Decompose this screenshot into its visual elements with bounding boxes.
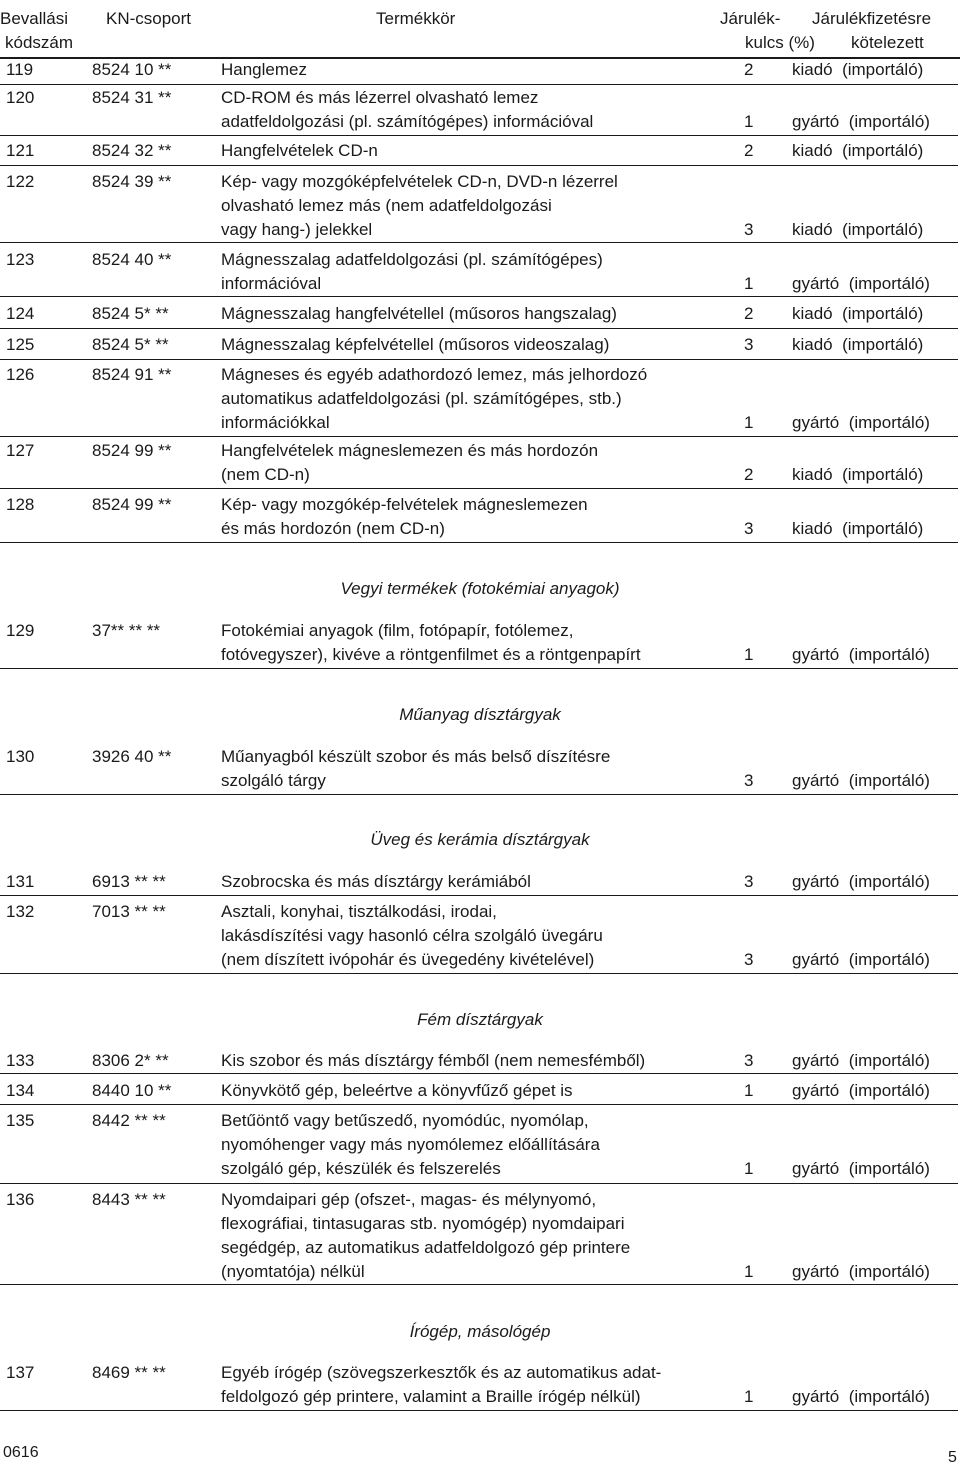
row-rate: 3 — [744, 872, 754, 891]
row-product — [221, 139, 378, 163]
row-product — [221, 1109, 600, 1181]
row-rate: 1 — [744, 112, 754, 131]
table-row — [0, 1361, 958, 1411]
row-code: 130 — [6, 747, 35, 766]
header-rate-line2: kulcs (%) — [745, 33, 815, 52]
row-kn-group: 8524 99 ** — [92, 441, 172, 460]
row-payer: gyártó (importáló) — [792, 1081, 930, 1100]
row-payer: kiadó (importáló) — [792, 465, 924, 484]
row-product-line: Asztali, konyhai, tisztálkodási, irodai, — [221, 902, 497, 921]
row-product-line: feldolgozó gép printere, valamint a Braille írógép nélkül) — [221, 1387, 641, 1406]
section-title: Fém dísztárgyak — [417, 1010, 543, 1029]
page-number: 5 — [948, 1449, 957, 1466]
row-code: 125 — [6, 335, 35, 354]
row-code: 136 — [6, 1190, 35, 1209]
header-kn-group: KN-csoport — [106, 9, 192, 28]
row-rate: 3 — [744, 220, 754, 239]
row-code: 135 — [6, 1111, 35, 1130]
row-kn-group: 7013 ** ** — [92, 902, 166, 921]
row-rate: 3 — [744, 771, 754, 790]
row-rate: 2 — [744, 304, 754, 323]
table-row — [0, 170, 958, 243]
row-code: 134 — [6, 1081, 35, 1100]
row-product-line: Nyomdaipari gép (ofszet-, magas- és mélynyomó, — [221, 1190, 597, 1209]
row-kn-group: 8443 ** ** — [92, 1190, 166, 1209]
row-payer: kiadó (importáló) — [792, 60, 924, 79]
row-product-line: flexográfiai, tintasugaras stb. nyomógép) nyomdaipari — [221, 1214, 625, 1233]
row-payer: kiadó (importáló) — [792, 519, 924, 538]
row-code: 126 — [6, 365, 35, 384]
row-product — [221, 439, 598, 487]
row-rate: 1 — [744, 1081, 754, 1100]
row-product-line: vagy hang-) jelekkel — [221, 220, 373, 239]
row-kn-group: 8524 32 ** — [92, 141, 172, 160]
row-product-line: Betűöntő vagy betűszedő, nyomódúc, nyomólap, — [221, 1111, 589, 1130]
row-rate: 3 — [744, 950, 754, 969]
row-payer: gyártó (importáló) — [792, 645, 930, 664]
row-rate: 1 — [744, 1262, 754, 1281]
row-product-line: Egyéb írógép (szövegszerkesztők és az automatikus adat- — [221, 1363, 662, 1382]
row-kn-group: 8306 2* ** — [92, 1051, 169, 1070]
row-payer: gyártó (importáló) — [792, 1387, 930, 1406]
row-product-line: fotóvegyszer), kivéve a röntgenfilmet és a röntgenpapírt — [221, 645, 641, 664]
row-product-line: Műanyagból készült szobor és más belső díszítésre — [221, 747, 611, 766]
row-product-line: lakásdíszítési vagy hasonló célra szolgáló üvegáru — [221, 926, 603, 945]
row-code: 119 — [6, 60, 34, 79]
table-row — [0, 493, 958, 543]
row-product-line: Mágnesszalag adatfeldolgozási (pl. számítógépes) — [221, 250, 603, 269]
row-kn-group: 8524 99 ** — [92, 495, 172, 514]
table-row — [0, 363, 958, 437]
row-rate: 1 — [744, 645, 754, 664]
row-product-line: Mágnesszalag képfelvétellel (műsoros videoszalag) — [221, 335, 610, 354]
section-title: Írógép, másológép — [409, 1322, 551, 1341]
row-kn-group: 8524 10 ** — [92, 60, 172, 79]
row-product-line: Kis szobor és más dísztárgy fémből (nem nemesfémből) — [221, 1051, 646, 1070]
row-product — [221, 1079, 573, 1103]
table-row — [0, 1079, 958, 1105]
header-payer-line1: Járulékfizetésre — [812, 9, 932, 28]
row-kn-group: 8524 91 ** — [92, 365, 172, 384]
row-code: 137 — [6, 1363, 35, 1382]
row-kn-group: 8524 5* ** — [92, 335, 169, 354]
table-header — [0, 7, 960, 59]
row-payer: kiadó (importáló) — [792, 304, 924, 323]
row-rate: 1 — [744, 413, 754, 432]
row-code: 122 — [6, 172, 35, 191]
table-row — [0, 900, 958, 974]
row-code: 132 — [6, 902, 35, 921]
row-payer: gyártó (importáló) — [792, 413, 930, 432]
row-code: 127 — [6, 441, 35, 460]
row-payer: gyártó (importáló) — [792, 1051, 930, 1070]
row-rate: 1 — [744, 1387, 754, 1406]
row-payer: kiadó (importáló) — [792, 220, 924, 239]
table-row — [0, 870, 958, 896]
row-code: 129 — [6, 621, 35, 640]
table-row — [0, 1188, 958, 1285]
row-kn-group: 8524 40 ** — [92, 250, 172, 269]
row-product-line: Hangfelvételek mágneslemezen és más hordozón — [221, 441, 599, 460]
row-code: 123 — [6, 250, 35, 269]
row-rate: 2 — [744, 60, 754, 79]
row-product — [221, 1188, 630, 1284]
row-product-line: Könyvkötő gép, beleértve a könyvfűző gépet is — [221, 1081, 573, 1100]
row-code: 121 — [6, 141, 35, 160]
row-payer: gyártó (importáló) — [792, 771, 930, 790]
table-row — [0, 1049, 958, 1074]
table-row — [0, 333, 958, 360]
table-row — [0, 1109, 958, 1184]
row-kn-group: 8524 39 ** — [92, 172, 172, 191]
row-product — [221, 1049, 645, 1073]
row-product — [221, 745, 610, 793]
row-product-line: olvasható lemez más (nem adatfeldolgozási — [221, 196, 552, 215]
row-kn-group: 8440 10 ** — [92, 1081, 172, 1100]
row-rate: 1 — [744, 274, 754, 293]
row-product — [221, 248, 603, 296]
table-row — [0, 619, 958, 669]
row-rate: 2 — [744, 465, 754, 484]
row-product-line: szolgáló gép, készülék és felszerelés — [221, 1159, 501, 1178]
header-code-line1: Bevallási — [0, 9, 69, 28]
row-product — [221, 870, 531, 894]
row-kn-group: 8524 5* ** — [92, 304, 169, 323]
row-payer: kiadó (importáló) — [792, 141, 924, 160]
row-payer: gyártó (importáló) — [792, 274, 930, 293]
row-product — [221, 900, 603, 972]
row-payer: gyártó (importáló) — [792, 872, 930, 891]
row-product-line: információval — [221, 274, 322, 293]
row-payer: kiadó (importáló) — [792, 335, 924, 354]
table-row — [0, 248, 958, 297]
row-product-line: Mágneses és egyéb adathordozó lemez, más jelhordozó — [221, 365, 648, 384]
row-payer: gyártó (importáló) — [792, 112, 930, 131]
header-product-range: Termékkör — [376, 9, 456, 28]
row-product-line: Kép- vagy mozgókép-felvételek mágneslemezen — [221, 495, 588, 514]
row-product-line: (nem CD-n) — [221, 465, 310, 484]
row-product-line: Mágnesszalag hangfelvétellel (műsoros hangszalag) — [221, 304, 617, 323]
row-product-line: nyomóhenger vagy más nyomólemez előállítására — [221, 1135, 600, 1154]
row-product-line: információkkal — [221, 413, 330, 432]
row-product — [221, 86, 593, 134]
table-row — [0, 86, 958, 136]
row-product — [221, 363, 647, 435]
row-product — [221, 493, 588, 541]
table-row — [0, 302, 958, 329]
row-code: 128 — [6, 495, 35, 514]
row-product-line: Hangfelvételek CD-n — [221, 141, 378, 160]
row-product — [221, 302, 617, 326]
section-title: Műanyag dísztárgyak — [399, 705, 561, 724]
header-code-line2: kódszám — [5, 33, 74, 52]
row-product-line: és más hordozón (nem CD-n) — [221, 519, 445, 538]
row-code: 131 — [6, 872, 35, 891]
row-product — [221, 58, 307, 82]
table-row — [0, 745, 958, 795]
row-kn-group: 8469 ** ** — [92, 1363, 166, 1382]
row-product-line: Fotokémiai anyagok (film, fotópapír, fotólemez, — [221, 621, 574, 640]
row-product-line: CD-ROM és más lézerrel olvasható lemez — [221, 88, 539, 107]
row-rate: 1 — [744, 1159, 754, 1178]
row-code: 120 — [6, 88, 35, 107]
row-product-line: adatfeldolgozási (pl. számítógépes) információval — [221, 112, 594, 131]
row-kn-group: 37** ** ** — [92, 621, 161, 640]
row-product — [221, 170, 618, 242]
row-rate: 3 — [744, 519, 754, 538]
row-payer: gyártó (importáló) — [792, 1262, 930, 1281]
row-kn-group: 8442 ** ** — [92, 1111, 166, 1130]
row-rate: 3 — [744, 335, 754, 354]
row-product — [221, 333, 609, 357]
row-product-line: Hanglemez — [221, 60, 307, 79]
row-product-line: Szobrocska és más dísztárgy kerámiából — [221, 872, 531, 891]
header-payer-line2: kötelezett — [851, 33, 924, 52]
table-row — [0, 139, 958, 166]
row-product — [221, 619, 641, 667]
section-title: Vegyi termékek (fotokémiai anyagok) — [340, 579, 620, 598]
row-product-line: segédgép, az automatikus adatfeldolgozó gép printere — [221, 1238, 631, 1257]
row-product — [221, 1361, 661, 1409]
row-product-line: szolgáló tárgy — [221, 771, 326, 790]
table-row — [0, 58, 958, 85]
row-kn-group: 6913 ** ** — [92, 872, 166, 891]
row-product-line: (nyomtatója) nélkül — [221, 1262, 365, 1281]
row-kn-group: 8524 31 ** — [92, 88, 172, 107]
header-rate-line1: Járulék- — [720, 9, 781, 28]
row-rate: 2 — [744, 141, 754, 160]
row-kn-group: 3926 40 ** — [92, 747, 172, 766]
row-product-line: automatikus adatfeldolgozási (pl. számítógépes, stb.) — [221, 389, 622, 408]
footer-code: 0616 — [3, 1444, 39, 1461]
row-product-line: (nem díszített ivópohár és üvegedény kivételével) — [221, 950, 595, 969]
section-title: Üveg és kerámia dísztárgyak — [370, 830, 590, 849]
row-code: 124 — [6, 304, 35, 323]
row-payer: gyártó (importáló) — [792, 1159, 930, 1178]
table-row — [0, 439, 958, 489]
row-payer: gyártó (importáló) — [792, 950, 930, 969]
row-product-line: Kép- vagy mozgóképfelvételek CD-n, DVD-n lézerrel — [221, 172, 618, 191]
row-code: 133 — [6, 1051, 35, 1070]
row-rate: 3 — [744, 1051, 754, 1070]
